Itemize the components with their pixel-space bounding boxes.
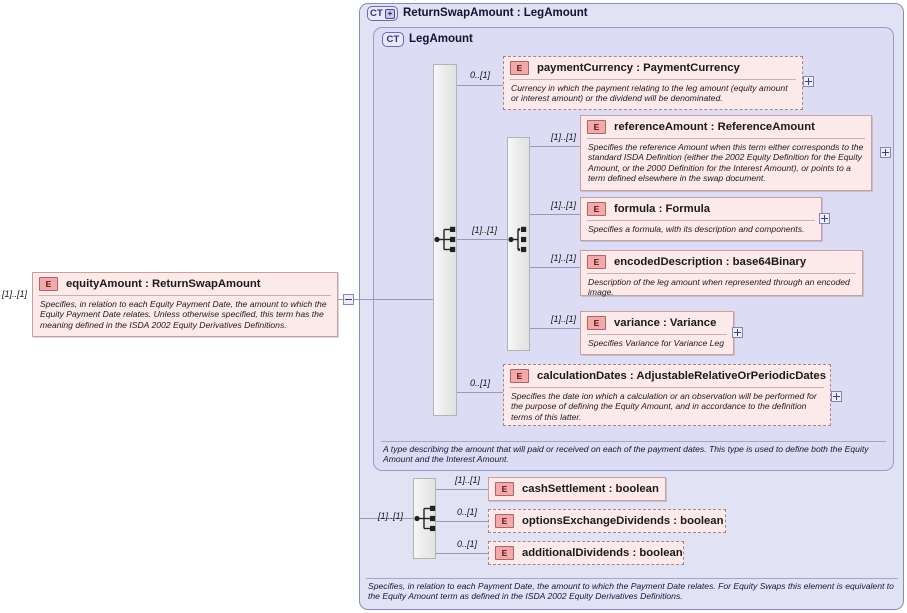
connector-line xyxy=(360,299,433,300)
element-encodedDescription-header xyxy=(581,251,862,272)
element-additionalDividends-header xyxy=(489,542,683,564)
element-paymentCurrency-description: Currency in which the payment relating to the leg amount (equity amount or interest amount) or the dividend will be denominated. xyxy=(511,83,788,104)
element-formula-header xyxy=(581,198,821,219)
root-ct-badge[interactable] xyxy=(367,6,398,21)
expand-toggle-referenceAmount[interactable] xyxy=(880,147,891,158)
connector-line xyxy=(457,392,503,393)
cardinality-calculationDates: 0..[1] xyxy=(470,378,491,388)
element-icon: E xyxy=(495,482,514,496)
element-icon: E xyxy=(587,202,606,216)
legamount-ct-badge[interactable] xyxy=(382,32,404,47)
element-referenceAmount-title: referenceAmount : ReferenceAmount xyxy=(614,120,815,133)
legamount-type-title: LegAmount xyxy=(409,33,473,45)
connector-line xyxy=(457,85,503,86)
cardinality-equityAmount: [1]..[1] xyxy=(2,289,28,299)
element-calculationDates-description: Specifies the date ion which a calculation or an observation will be performed for the purpose of defining the Equity Amount, and in accordance to the definition terms of this latter. xyxy=(511,391,817,422)
legamount-annotation-rule xyxy=(381,441,886,442)
cardinality-additionalDividends: 0..[1] xyxy=(457,539,478,549)
element-referenceAmount-description: Specifies the reference Amount when this term either corresponds to the standard ISDA Definition (either the 2002 Equity Definition for the Equity Amount, or the 2000 Definition for the Interest Amount), or points to a term defined elsewhere in the swap document. xyxy=(588,142,864,184)
element-encodedDescription-title: encodedDescription : base64Binary xyxy=(614,255,807,268)
element-variance-title: variance : Variance xyxy=(614,316,717,329)
element-paymentCurrency[interactable] xyxy=(503,56,803,110)
element-icon: E xyxy=(495,546,514,560)
cardinality-choice-in: [1]..[1] xyxy=(472,225,498,235)
element-optionsExchangeDividends[interactable] xyxy=(488,509,726,533)
divider xyxy=(510,79,796,80)
cardinality-encodedDescription: [1]..[1] xyxy=(551,253,577,263)
divider xyxy=(587,334,727,335)
element-encodedDescription-description: Description of the leg amount when represented through an encoded image. xyxy=(588,277,850,298)
sequence-connector-icon xyxy=(414,504,437,533)
element-equityAmount-title: equityAmount : ReturnSwapAmount xyxy=(66,277,261,290)
cardinality-referenceAmount: [1]..[1] xyxy=(551,132,577,142)
connector-line xyxy=(530,146,580,147)
element-icon: E xyxy=(587,316,606,330)
element-variance-description: Specifies Variance for Variance Leg xyxy=(588,338,724,348)
element-calculationDates-title: calculationDates : AdjustableRelativeOrPeriodicDates xyxy=(537,369,827,382)
expand-toggle-variance[interactable] xyxy=(732,327,743,338)
cardinality-cashSettlement: [1]..[1] xyxy=(455,475,481,485)
legamount-ct-badge-label: CT xyxy=(386,34,400,45)
element-icon: E xyxy=(39,277,58,291)
element-additionalDividends-title: additionalDividends : boolean xyxy=(522,547,683,559)
element-paymentCurrency-header xyxy=(504,57,802,78)
element-equityAmount[interactable] xyxy=(32,272,338,337)
element-icon: E xyxy=(587,120,606,134)
connector-line xyxy=(530,267,580,268)
element-icon: E xyxy=(510,369,529,383)
element-icon: E xyxy=(495,514,514,528)
element-cashSettlement[interactable] xyxy=(488,477,666,501)
divider xyxy=(587,220,815,221)
root-annotation-rule xyxy=(366,578,898,579)
element-additionalDividends[interactable] xyxy=(488,541,684,565)
element-icon: E xyxy=(510,61,529,75)
sequence-connector-icon xyxy=(434,225,457,254)
cardinality-variance: [1]..[1] xyxy=(551,314,577,324)
collapse-toggle-equityAmount[interactable] xyxy=(343,294,354,305)
divider xyxy=(39,295,331,296)
element-cashSettlement-title: cashSettlement : boolean xyxy=(522,483,659,495)
connector-line xyxy=(530,328,580,329)
element-equityAmount-header xyxy=(33,273,337,294)
cardinality-paymentCurrency: 0..[1] xyxy=(470,70,491,80)
element-referenceAmount-header xyxy=(581,116,871,137)
expand-toggle-calculationDates[interactable] xyxy=(831,391,842,402)
element-variance[interactable] xyxy=(580,311,734,355)
cardinality-optionsExchangeDividends: 0..[1] xyxy=(457,507,478,517)
element-icon: E xyxy=(587,255,606,269)
expand-toggle-paymentCurrency[interactable] xyxy=(803,76,814,87)
divider xyxy=(510,387,824,388)
element-cashSettlement-header xyxy=(489,478,665,500)
root-annotation: Specifies, in relation to each Payment Date, the amount to which the Payment Date relates. For Equity Swaps this element is equivalent to the Equity Amount term as defined in the ISDA 2002 Equity Derivatives Definitions. xyxy=(368,581,894,602)
connector-line xyxy=(436,553,488,554)
divider xyxy=(587,273,856,274)
choice-connector-icon xyxy=(508,225,531,254)
element-paymentCurrency-title: paymentCurrency : PaymentCurrency xyxy=(537,61,740,74)
element-formula-title: formula : Formula xyxy=(614,202,711,215)
connector-line xyxy=(457,239,507,240)
legamount-annotation: A type describing the amount that will paid or received on each of the payment dates. This type is used to define both the Equity Amount and the Interest Amount. xyxy=(383,444,869,465)
root-ct-badge-label: CT xyxy=(369,8,384,19)
element-equityAmount-description: Specifies, in relation to each Equity Payment Date, the amount to which the Equity Payment Date relates. Unless otherwise specified, this term has the meaning defined in the ISDA 2002 Equity Derivatives Definitions. xyxy=(40,299,327,330)
root-expand-icon[interactable]: + xyxy=(385,9,395,19)
cardinality-formula: [1]..[1] xyxy=(551,200,577,210)
cardinality-extension-group: [1]..[1] xyxy=(378,511,404,521)
element-calculationDates-header xyxy=(504,365,830,386)
element-formula[interactable] xyxy=(580,197,822,241)
connector-line xyxy=(530,214,580,215)
minus-icon xyxy=(345,299,352,300)
divider xyxy=(587,138,865,139)
element-optionsExchangeDividends-title: optionsExchangeDividends : boolean xyxy=(522,515,724,527)
element-referenceAmount[interactable] xyxy=(580,115,872,191)
element-calculationDates[interactable] xyxy=(503,364,831,426)
element-formula-description: Specifies a formula, with its description and components. xyxy=(588,224,805,234)
element-optionsExchangeDividends-header xyxy=(489,510,725,532)
expand-toggle-formula[interactable] xyxy=(819,213,830,224)
element-encodedDescription[interactable] xyxy=(580,250,863,296)
element-variance-header xyxy=(581,312,733,333)
connector-line xyxy=(436,489,488,490)
connector-line xyxy=(436,521,488,522)
root-type-title: ReturnSwapAmount : LegAmount xyxy=(403,7,588,19)
